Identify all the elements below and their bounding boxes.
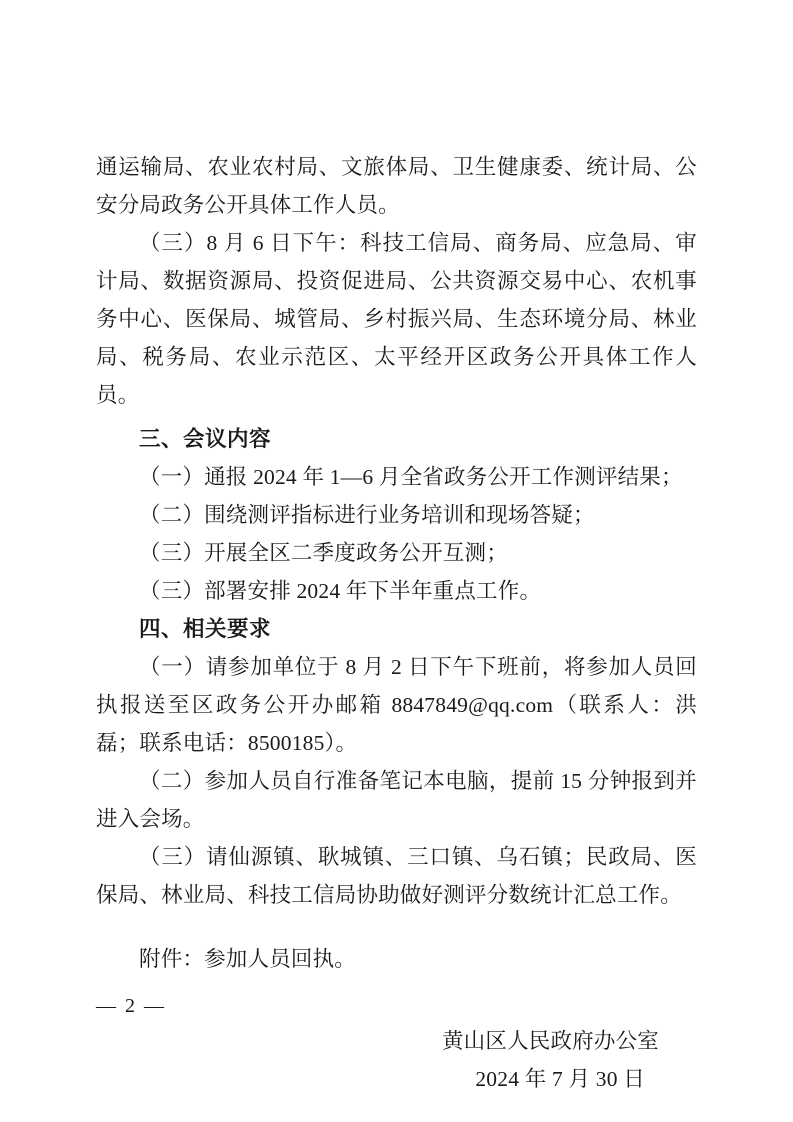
document-body [96,148,697,1098]
section-three-item-3: （三）开展全区二季度政务公开互测； [139,541,508,565]
spacer [96,914,697,940]
section-four-item-1: （一）请参加单位于 8 月 2 日下午下班前，将参加人员回执报送至区政务公开办邮箱 8847849@qq.com（联系人：洪磊；联系电话：8500185）。 [96,655,697,755]
section-heading-related-requirements: 四、相关要求 [139,617,272,641]
signature-date: 2024 年 7 月 30 日 [475,1067,645,1091]
paragraph-continued-department-list: 通运输局、农业农村局、文旅体局、卫生健康委、统计局、公安分局政务公开具体工作人员。 [96,155,697,217]
signature-block [96,1022,697,1098]
section-three-item-4: （三）部署安排 2024 年下半年重点工作。 [139,579,542,603]
attachment-note: 附件：参加人员回执。 [139,947,357,971]
section-three-item-2: （二）围绕测评指标进行业务培训和现场答疑； [139,503,595,527]
signature-organization: 黄山区人民政府办公室 [441,1029,659,1053]
paragraph-item-three-schedule: （三）8 月 6 日下午：科技工信局、商务局、应急局、审计局、数据资源局、投资促进局、公共资源交易中心、农机事务中心、医保局、城管局、乡村振兴局、生态环境分局、林业局、税务局、农业示范区、太平经开区政务公开具体工作人员。 [96,231,697,407]
section-four-item-2: （二）参加人员自行准备笔记本电脑，提前 15 分钟报到并进入会场。 [96,769,697,831]
section-heading-meeting-content: 三、会议内容 [139,427,272,451]
section-four-item-3: （三）请仙源镇、耿城镇、三口镇、乌石镇；民政局、医保局、林业局、科技工信局协助做好测评分数统计汇总工作。 [96,845,697,907]
section-three-item-1: （一）通报 2024 年 1—6 月全省政务公开工作测评结果； [139,465,683,489]
page-number: — 2 — [96,995,166,1017]
